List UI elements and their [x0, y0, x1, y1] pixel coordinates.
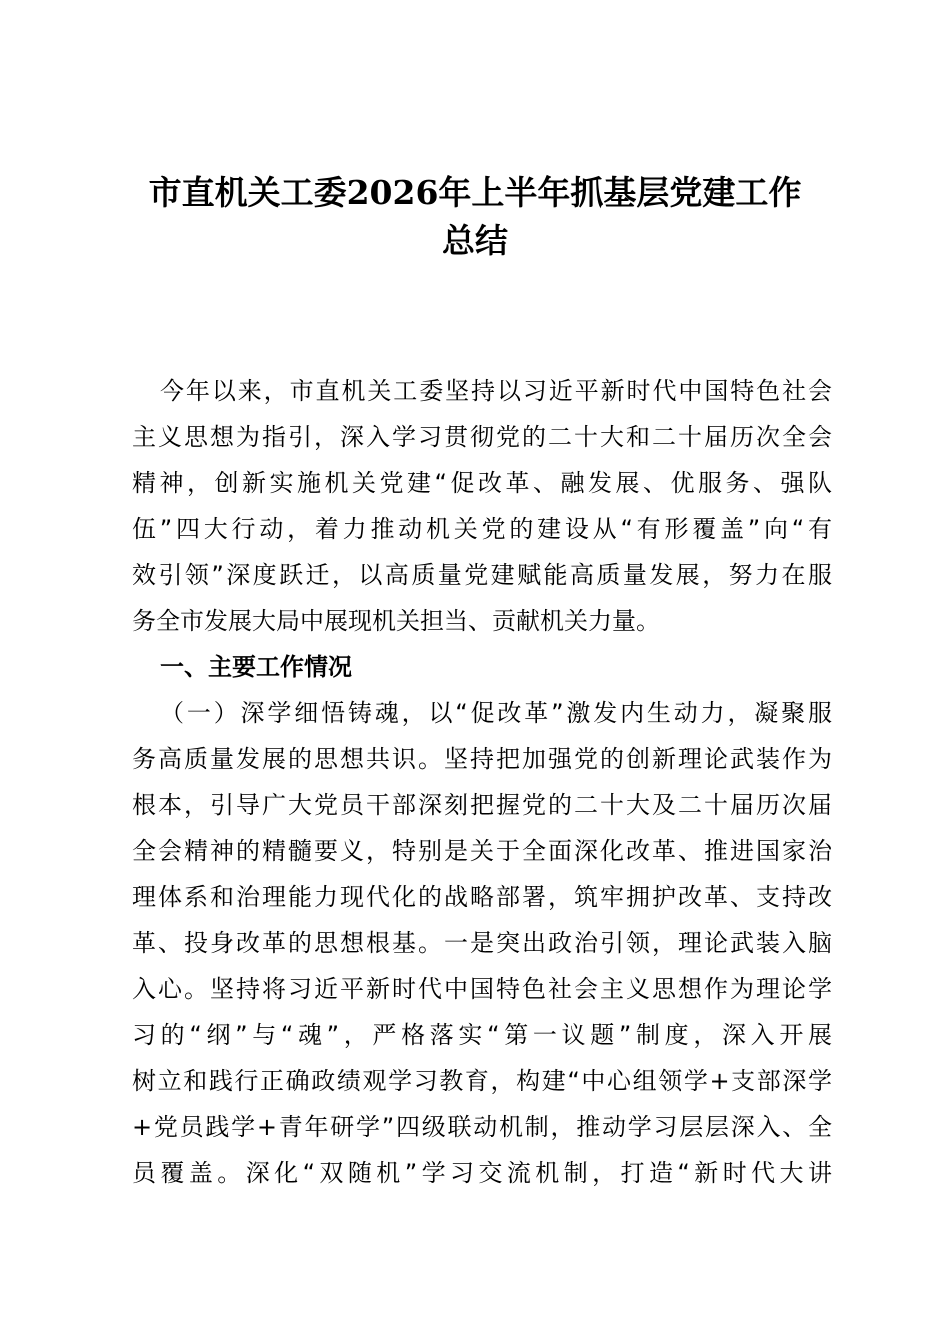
document-title-line-1: 市直机关工委2026年上半年抓基层党建工作 [148, 173, 802, 212]
paragraph-line: 入心。坚持将习近平新时代中国特色社会主义思想作为理论学 [132, 975, 832, 1003]
paragraph-line: （一）深学细悟铸魂，以“促改革”激发内生动力，凝聚服 [160, 699, 832, 727]
paragraph-line: 习的“纲”与“魂”，严格落实“第一议题”制度，深入开展 [132, 1021, 832, 1049]
intro-paragraph [132, 368, 832, 644]
paragraph-line: 伍”四大行动，着力推动机关党的建设从“有形覆盖”向“有 [132, 515, 832, 543]
section-heading: 一、主要工作情况 [160, 653, 352, 681]
paragraph-line: 主义思想为指引，深入学习贯彻党的二十大和二十届历次全会 [132, 423, 832, 451]
paragraph-line: +党员践学+青年研学”四级联动机制，推动学习层层深入、全 [132, 1113, 832, 1141]
paragraph-line: 务全市发展大局中展现机关担当、贡献机关力量。 [132, 607, 660, 635]
paragraph-line: 理体系和治理能力现代化的战略部署，筑牢拥护改革、支持改 [132, 883, 832, 911]
paragraph-line: 树立和践行正确政绩观学习教育，构建“中心组领学+支部深学 [132, 1067, 832, 1095]
paragraph-line: 员覆盖。深化“双随机”学习交流机制，打造“新时代大讲 [132, 1159, 832, 1187]
paragraph-line: 革、投身改革的思想根基。一是突出政治引领，理论武装入脑 [132, 929, 832, 957]
paragraph-line: 精神，创新实施机关党建“促改革、融发展、优服务、强队 [132, 469, 832, 497]
section-1-paragraph [132, 690, 832, 1196]
paragraph-line: 今年以来，市直机关工委坚持以习近平新时代中国特色社会 [160, 377, 832, 405]
paragraph-line: 根本，引导广大党员干部深刻把握党的二十大及二十届历次届 [132, 791, 832, 819]
paragraph-line: 全会精神的精髓要义，特别是关于全面深化改革、推进国家治 [132, 837, 832, 865]
paragraph-line: 务高质量发展的思想共识。坚持把加强党的创新理论武装作为 [132, 745, 832, 773]
paragraph-line: 效引领”深度跃迁，以高质量党建赋能高质量发展，努力在服 [132, 561, 832, 589]
document-title-line-2: 总结 [442, 221, 508, 260]
